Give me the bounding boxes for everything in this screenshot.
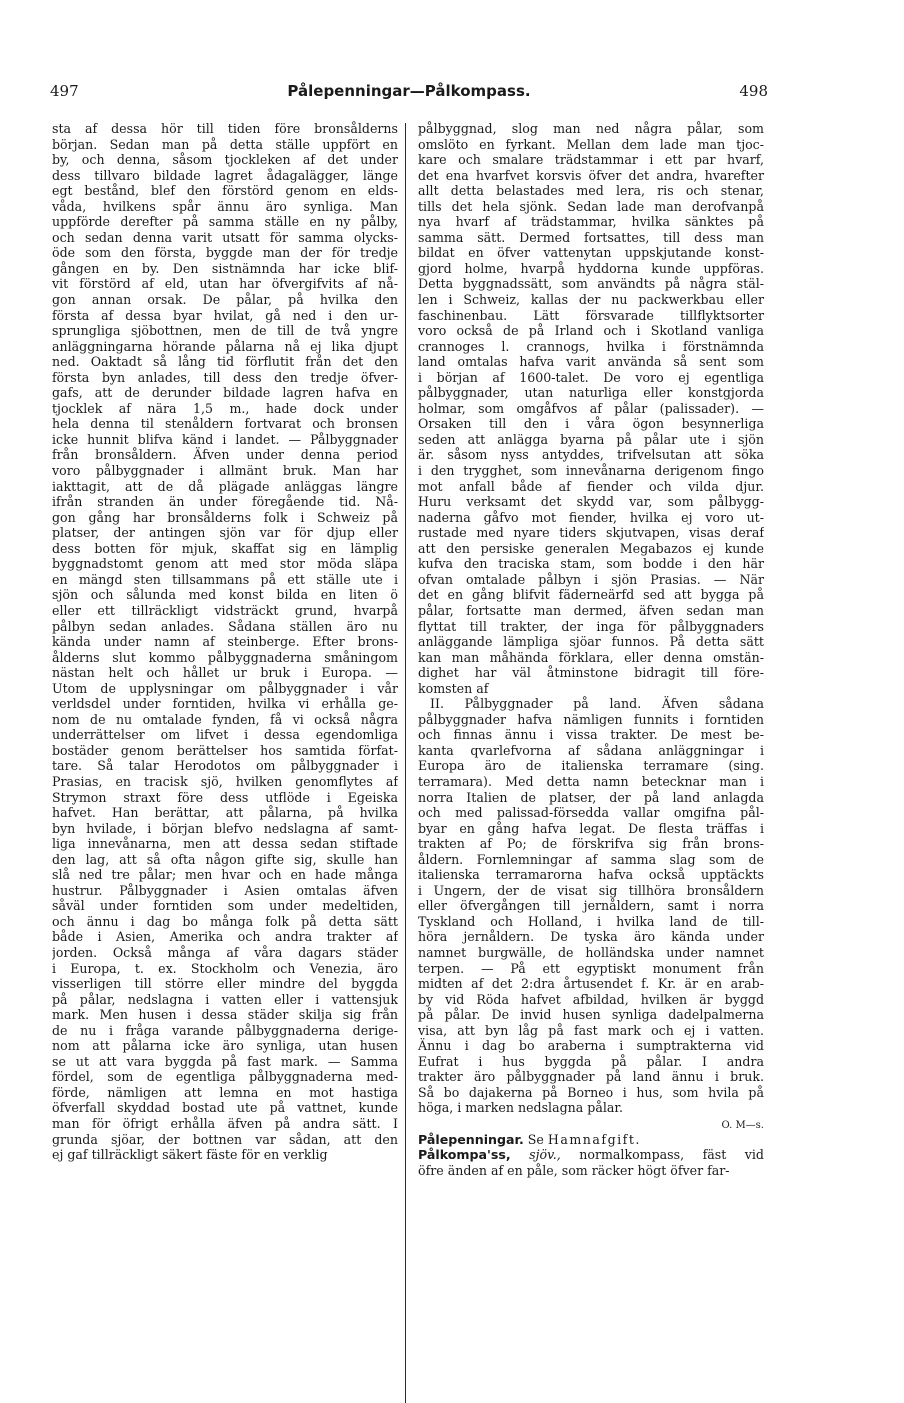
right-column-line: trakter äro pålbyggnader på land ännu i bruk. bbox=[418, 1069, 764, 1085]
left-column-line: nästan helt och hållet ur bruk i Europa. — bbox=[52, 665, 398, 681]
right-column-line: midten af det 2:dra årtusendet f. Kr. är en arab- bbox=[418, 976, 764, 992]
left-column-line: hustrur. Pålbyggnader i Asien omtalas äfven bbox=[52, 882, 398, 898]
left-column-line: våda, hvilkens spår ännu äro synliga. Man bbox=[52, 198, 398, 214]
right-column-line: pålbyggnader hafva nämligen funnits i forntiden bbox=[418, 711, 764, 727]
left-column-line: första byn anlades, till dess den tredje öfver- bbox=[52, 369, 398, 385]
right-column-line: att den persiske generalen Megabazos ej kunde bbox=[418, 540, 764, 556]
entry-headword: Pålkompa'ss, bbox=[418, 1147, 511, 1163]
right-column-line: det en gång blifvit fäderneärfd sed att bygga på bbox=[418, 587, 764, 603]
right-column-line: kare och smalare trädstammar i ett par hvarf, bbox=[418, 152, 764, 168]
right-column-line: och finnas ännu i vissa trakter. De mest be- bbox=[418, 727, 764, 743]
left-column-line: början. Sedan man på detta ställe uppfört en bbox=[52, 136, 398, 152]
right-column-line: flyttat till trakter, der inga för pålbyggnaders bbox=[418, 618, 764, 634]
right-column-line: pålar, fortsatte man dermed, äfven sedan man bbox=[418, 602, 764, 618]
right-column-line: kanta qvarlefvorna af sådana anläggningar i bbox=[418, 742, 764, 758]
left-column-line: anläggningarna hörande pålarna nå ej lika djupt bbox=[52, 338, 398, 354]
entry-text: öfre änden af en påle, som räcker högt öfver far- bbox=[418, 1162, 730, 1178]
right-column-line: åldern. Fornlemningar af samma slag som de bbox=[418, 851, 764, 867]
left-column-line: Utom de upplysningar om pålbyggnader i vår bbox=[52, 680, 398, 696]
left-column-line: mark. Men husen i dessa städer skilja sig från bbox=[52, 1007, 398, 1023]
right-column-line: samma sätt. Dermed fortsattes, till dess man bbox=[418, 229, 764, 245]
left-column-line: den lag, att så ofta någon gifte sig, skulle han bbox=[52, 851, 398, 867]
right-column-line: rustade med nyare tiders skjutvapen, visas deraf bbox=[418, 525, 764, 541]
left-column-line: öfverfall skyddad bostad ute på vattnet, kunde bbox=[52, 1100, 398, 1116]
right-column-line: naderna gåfvo mot fiender, hvilka ej voro ut- bbox=[418, 509, 764, 525]
left-column-line: både i Asien, Amerika och andra trakter af bbox=[52, 929, 398, 945]
right-column-line: land omtalas hafva varit använda så sent som bbox=[418, 354, 764, 370]
page-number-left: 497 bbox=[50, 82, 79, 100]
right-column-line: i Ungern, der de visat sig tillhöra bronsåldern bbox=[418, 882, 764, 898]
left-column-line: Strymon straxt före dess utflöde i Egeiska bbox=[52, 789, 398, 805]
right-column-line: dighet har väl åtminstone bidragit till före- bbox=[418, 665, 764, 681]
right-column-line: det ena hvarfvet korsvis öfver det andra, hvarefter bbox=[418, 167, 764, 183]
entry-headword: Pålepenningar. bbox=[418, 1131, 524, 1147]
right-column-line: len i Schweiz, kallas der nu packwerkbau eller bbox=[418, 292, 764, 308]
left-column-line: sta af dessa hör till tiden före bronsålderns bbox=[52, 121, 398, 136]
right-column-line: pålbyggnader, utan naturliga eller konstgjorda bbox=[418, 385, 764, 401]
right-column-line: namnet burgwälle, de holländska under namnet bbox=[418, 944, 764, 960]
right-column-line: bildat en öfver vattenytan uppskjutande konst- bbox=[418, 245, 764, 261]
left-column-line: gon gång har bronsålderns folk i Schweiz på bbox=[52, 509, 398, 525]
left-column-line: hela denna til stenåldern fortvarat och bronsen bbox=[52, 416, 398, 432]
signature-line bbox=[418, 1116, 764, 1132]
left-column-line: uppförde derefter på samma ställe en ny pålby, bbox=[52, 214, 398, 230]
right-column-line: i början af 1600-talet. De voro ej egentliga bbox=[418, 369, 764, 385]
entry-text: Se bbox=[527, 1131, 544, 1147]
left-column-line: platser, der antingen sjön var för djup eller bbox=[52, 525, 398, 541]
right-column-line: nya hvarf af trädstammar, hvilka sänktes på bbox=[418, 214, 764, 230]
left-column bbox=[52, 121, 398, 1163]
left-column-line: iakttagit, att de då plägade anläggas längre bbox=[52, 478, 398, 494]
left-column-line: gången en by. Den sistnämnda har icke blif- bbox=[52, 260, 398, 276]
left-column-line: verldsdel under forntiden, hvilka vi erhålla ge- bbox=[52, 696, 398, 712]
left-column-line: liga innevånarna, men att dessa sedan stiftade bbox=[52, 836, 398, 852]
left-column-line: visserligen till större eller mindre del byggda bbox=[52, 976, 398, 992]
right-column-line: eller öfvergången till jernåldern, samt i norra bbox=[418, 898, 764, 914]
left-column-line: hafvet. Han berättar, att pålarna, på hvilka bbox=[52, 805, 398, 821]
left-column-line: icke hunnit blifva känd i landet. — Pålbyggnader bbox=[52, 431, 398, 447]
left-column-line: dess tillvaro bildade lagret ådagalägger, länge bbox=[52, 167, 398, 183]
right-column-line: Så bo dajakerna på Borneo i hus, som hvila på bbox=[418, 1084, 764, 1100]
right-column-line: II. Pålbyggnader på land. Äfven sådana bbox=[430, 696, 764, 712]
left-column-line: ifrån stranden än under föregående tid. Nå- bbox=[52, 494, 398, 510]
left-column-line: tare. Så talar Herodotos om pålbyggnader i bbox=[52, 758, 398, 774]
left-column-line: voro pålbyggnader i allmänt bruk. Man har bbox=[52, 463, 398, 479]
right-column-line: gjord holme, hvarpå hyddorna kunde uppföras. bbox=[418, 260, 764, 276]
right-column-line: omslöto en fyrkant. Mellan dem lade man tjoc- bbox=[418, 136, 764, 152]
left-column-line: gafs, att de derunder bildade lagren hafva en bbox=[52, 385, 398, 401]
left-column-line: nom de nu omtalade fynden, få vi också några bbox=[52, 711, 398, 727]
right-column-line: allt detta belastades med lera, ris och stenar, bbox=[418, 183, 764, 199]
entry-text: normalkompass, fäst vid bbox=[579, 1147, 764, 1163]
left-column-line: nom att pålarna icke äro synliga, utan husen bbox=[52, 1038, 398, 1054]
left-column-line: jorden. Också många af våra dagars städer bbox=[52, 944, 398, 960]
right-column-line: på pålar. De invid husen synliga dadelpalmerna bbox=[418, 1007, 764, 1023]
left-column-line: vit förstörd af eld, utan har öfvergifvits af nå- bbox=[52, 276, 398, 292]
right-column-line: Huru verksamt det skydd var, som pålbygg- bbox=[418, 494, 764, 510]
left-column-line: by, och denna, såsom tjockleken af det under bbox=[52, 152, 398, 168]
right-column-line: kufva den traciska stam, som bodde i den här bbox=[418, 556, 764, 572]
left-column-line: en mängd sten tillsammans på ett ställe ute i bbox=[52, 571, 398, 587]
right-column-line: by vid Röda hafvet afbildad, hvilken är byggd bbox=[418, 991, 764, 1007]
entry-palkompass bbox=[418, 1147, 764, 1163]
right-column-line: byar en gång hafva legat. De flesta träffas i bbox=[418, 820, 764, 836]
right-column-line: tills det hela sjönk. Sedan lade man derofvanpå bbox=[418, 198, 764, 214]
author-signature: O. M—s. bbox=[721, 1120, 764, 1131]
right-column-line: Detta byggnadssätt, som användts på några stäl- bbox=[418, 276, 764, 292]
page-title: Pålepenningar—Pålkompass. bbox=[287, 82, 531, 100]
left-column-line: Prasias, en tracisk sjö, hvilken genomflytes af bbox=[52, 773, 398, 789]
right-column-line: Orsaken till den i våra ögon besynnerliga bbox=[418, 416, 764, 432]
left-column-line: öde som den första, byggde man der för tredje bbox=[52, 245, 398, 261]
left-column-line: sprungliga sjöbottnen, men de till de två yngre bbox=[52, 323, 398, 339]
left-column-line: eller ett tillräckligt vidsträckt grund, hvarpå bbox=[52, 602, 398, 618]
left-column-line: fördel, som de egentliga pålbyggnaderna med- bbox=[52, 1069, 398, 1085]
left-column-line: förde, nämligen att lemna en mot hastiga bbox=[52, 1084, 398, 1100]
left-column-line: grunda sjöar, der bottnen var sådan, att den bbox=[52, 1131, 398, 1147]
left-column-line: första af dessa byar hvilat, gå ned i den ur- bbox=[52, 307, 398, 323]
right-column-line: är. såsom nyss antyddes, trifvelsutan att söka bbox=[418, 447, 764, 463]
right-column-line: höra jernåldern. De tyska äro kända under bbox=[418, 929, 764, 945]
right-column-line: höga, i marken nedslagna pålar. bbox=[418, 1100, 624, 1116]
left-column-line: såväl under forntiden som under medeltiden, bbox=[52, 898, 398, 914]
entry-label: sjöv., bbox=[529, 1147, 561, 1163]
right-column-line: crannoges l. crannogs, hvilka i förstnämnda bbox=[418, 338, 764, 354]
left-column-line: dess botten för mjuk, skaffat sig en lämplig bbox=[52, 540, 398, 556]
right-column-line: seden att anlägga byarna på pålar ute i sjön bbox=[418, 431, 764, 447]
entry-palepenningar bbox=[418, 1132, 764, 1148]
left-column-line: se ut att vara byggda på fast mark. — Samma bbox=[52, 1053, 398, 1069]
right-column-line: italienska terramarorna hafva också upptäckts bbox=[418, 867, 764, 883]
right-column-line: visa, att byn låg på fast mark och ej i vatten. bbox=[418, 1022, 764, 1038]
left-column-line: de nu i fråga varande pålbyggnaderna derige- bbox=[52, 1022, 398, 1038]
right-column-line: Tyskland och Holland, i hvilka land de till- bbox=[418, 913, 764, 929]
right-column-line: terramara). Med detta namn betecknar man i bbox=[418, 773, 764, 789]
page-header bbox=[50, 82, 768, 104]
right-column-line: och med palissad-försedda vallar omgifna pål- bbox=[418, 805, 764, 821]
right-column-line: pålbyggnad, slog man ned några pålar, som bbox=[418, 121, 764, 136]
left-column-line: byggnadstomt genom att med stor möda släpa bbox=[52, 556, 398, 572]
right-column-line: komsten af bbox=[418, 680, 489, 696]
right-column-text bbox=[418, 121, 764, 1116]
left-column-line: man för öfrigt erhålla äfven på andra sätt. I bbox=[52, 1116, 398, 1131]
left-column-line: kända under namn af steinberge. Efter brons- bbox=[52, 634, 398, 650]
right-column-line: Eufrat i hus byggda på pålar. I andra bbox=[418, 1053, 764, 1069]
left-column-line: pålbyn sedan anlades. Sådana ställen äro nu bbox=[52, 618, 398, 634]
entry-reference[interactable]: Hamnafgift. bbox=[547, 1131, 641, 1147]
right-column-line: voro också de på Irland och i Skotland vanliga bbox=[418, 323, 764, 339]
page-number-right: 498 bbox=[739, 82, 768, 100]
right-column-line: mot anfall både af fiender och vilda djur. bbox=[418, 478, 764, 494]
left-column-line: på pålar, nedslagna i vatten eller i vattensjuk bbox=[52, 991, 398, 1007]
right-column-line: i den trygghet, som innevånarna derigenom fingo bbox=[418, 463, 764, 479]
left-column-line: bostäder genom berättelser hos samtida förfat- bbox=[52, 742, 398, 758]
right-column-line: norra Italien de platser, der på land anlagda bbox=[418, 789, 764, 805]
left-column-line: sjön och sålunda med konst bilda en liten ö bbox=[52, 587, 398, 603]
left-column-line: i Europa, t. ex. Stockholm och Venezia, äro bbox=[52, 960, 398, 976]
column-divider bbox=[405, 123, 406, 1403]
right-column-line: terpen. — På ett egyptiskt monument från bbox=[418, 960, 764, 976]
right-column bbox=[418, 121, 764, 1178]
right-column-line: faschinenbau. Lätt försvarade tillflyktsorter bbox=[418, 307, 764, 323]
left-column-line: och sedan denna varit utsatt för samma olycks- bbox=[52, 229, 398, 245]
right-column-line: ofvan omtalade pålbyn i sjön Prasias. — När bbox=[418, 571, 764, 587]
left-column-line: ålderns slut kommo pålbyggnaderna småningom bbox=[52, 649, 398, 665]
left-column-line: ej gaf tillräckligt säkert fäste för en verklig bbox=[52, 1147, 328, 1163]
left-column-line: byn hvilade, i början blefvo nedslagna af samt- bbox=[52, 820, 398, 836]
right-column-line: holmar, som omgåfvos af pålar (palissader). — bbox=[418, 400, 764, 416]
left-column-line: från bronsåldern. Äfven under denna period bbox=[52, 447, 398, 463]
right-column-line: Europa äro de italienska terramare (sing. bbox=[418, 758, 764, 774]
right-column-line: kan man måhända förklara, eller denna omstän- bbox=[418, 649, 764, 665]
right-column-line: Ännu i dag bo araberna i sumptrakterna vid bbox=[418, 1038, 764, 1054]
left-column-line: ned. Oaktadt så lång tid förflutit från det den bbox=[52, 354, 398, 370]
left-column-line: underrättelser om lifvet i dessa egendomliga bbox=[52, 727, 398, 743]
left-column-line: slå ned tre pålar; men hvar och en hade många bbox=[52, 867, 398, 883]
right-column-line: anläggande lämpliga sjöar funnos. På detta sätt bbox=[418, 634, 764, 650]
left-column-line: egt bestånd, blef den förstörd genom en elds- bbox=[52, 183, 398, 199]
left-column-line: gon annan orsak. De pålar, på hvilka den bbox=[52, 292, 398, 308]
entry-palkompass-continued bbox=[418, 1163, 764, 1179]
left-column-line: och ännu i dag bo många folk på detta sätt bbox=[52, 913, 398, 929]
right-column-line: trakten af Po; de förskrifva sig från brons- bbox=[418, 836, 764, 852]
left-column-line: tjocklek af nära 1,5 m., hade dock under bbox=[52, 400, 398, 416]
